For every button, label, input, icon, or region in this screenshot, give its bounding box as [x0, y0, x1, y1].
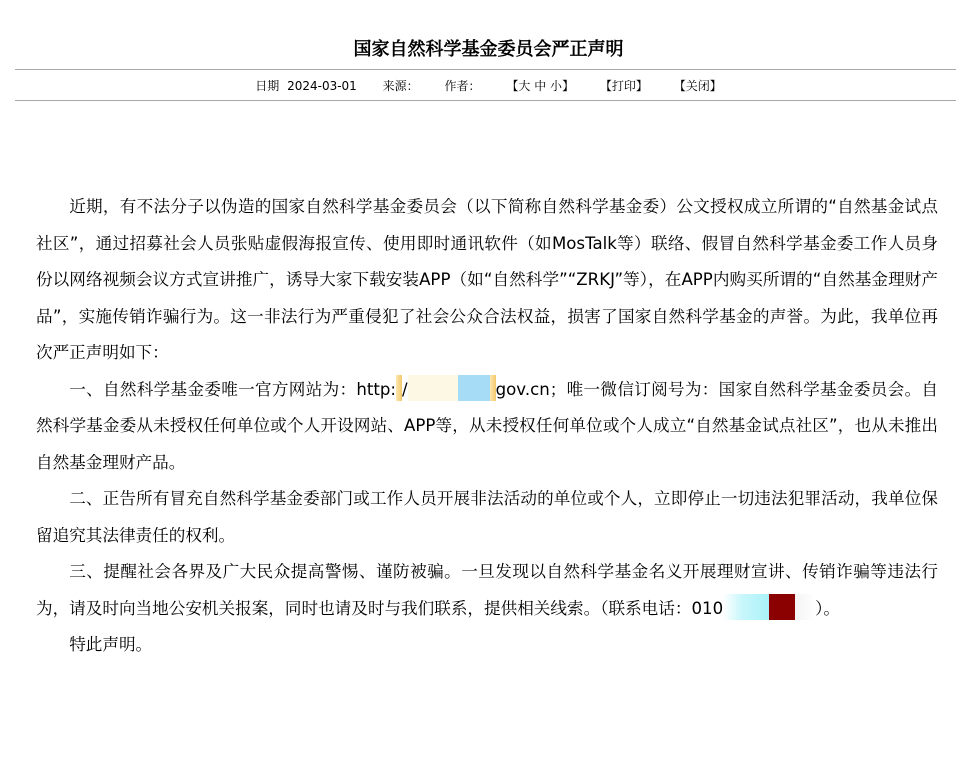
print-link[interactable]: 【打印】	[599, 79, 648, 93]
statement-item-2: 二、正告所有冒充自然科学基金委部门或工作人员开展非法活动的单位或个人，立即停止一切违法犯罪活动，我单位保留追究其法律责任的权利。	[36, 489, 938, 545]
date-value: 2024-03-01	[287, 79, 357, 93]
redaction-block-red	[769, 594, 795, 620]
intro-paragraph: 近期，有不法分子以伪造的国家自然科学基金委员会（以下简称自然科学基金委）公文授权成立所谓的“自然基金试点社区”，通过招募社会人员张贴虚假海报宣传、使用即时通讯软件（如MosTalk等）联络、假冒自然科学基金委工作人员身份以网络视频会议方式宣讲推广，诱导大家下载安装APP（如“自然科学”“ZRKJ”等），在APP内购买所谓的“自然基金理财产品”，实施传销诈骗行为。这一非法行为严重侵犯了社会公众合法权益，损害了国家自然科学基金的声誉。为此，我单位再次严正声明如下：	[36, 197, 938, 362]
font-size-bracket-close: 】	[562, 79, 575, 93]
header-divider-top	[15, 69, 956, 70]
font-size-large-link[interactable]: 大	[518, 79, 531, 93]
statement-item-1-text-after: gov.cn；唯一微信订阅号为：国家自然科学基金委员会。自然科学基金委从未授权任何单位或个人开设网站、APP等，从未授权任何单位或个人成立“自然基金试点社区”，也从未推出自然基金理财产品。	[36, 379, 938, 472]
author-label: 作者：	[444, 79, 481, 93]
source-label: 来源：	[382, 79, 419, 93]
closing-paragraph: 特此声明。	[69, 635, 153, 654]
font-size-control	[506, 75, 574, 97]
date-label: 日期	[255, 79, 280, 93]
article-body	[36, 189, 938, 664]
statement-item-3	[36, 554, 938, 627]
redaction-edge-right	[490, 375, 496, 401]
url-slash: /	[402, 379, 408, 399]
redaction-edge	[396, 375, 402, 401]
article-meta-bar	[0, 75, 977, 97]
statement-item-3-text-after: ）。	[815, 598, 841, 618]
redaction-block-blue	[458, 375, 490, 401]
font-size-bracket-open: 【	[506, 79, 519, 93]
redaction-block-cream	[408, 375, 458, 401]
page-title: 国家自然科学基金委员会严正声明	[353, 39, 624, 60]
redaction-block-cyan	[723, 594, 769, 620]
header-divider-bottom	[15, 100, 956, 101]
redaction-block-fade	[795, 594, 815, 620]
close-link[interactable]: 【关闭】	[673, 79, 722, 93]
statement-item-1	[36, 372, 938, 482]
statement-item-3-text-before: 三、提醒社会各界及广大民众提高警惕、谨防被骗。一旦发现以自然科学基金名义开展理财宣讲、传销诈骗等违法行为，请及时向当地公安机关报案，同时也请及时与我们联系，提供相关线索。（联系电话：010	[36, 562, 938, 618]
font-size-small-link[interactable]: 小	[550, 79, 563, 93]
statement-item-1-text-before: 一、自然科学基金委唯一官方网站为：http:	[69, 379, 397, 399]
font-size-medium-link[interactable]: 中	[534, 79, 547, 93]
